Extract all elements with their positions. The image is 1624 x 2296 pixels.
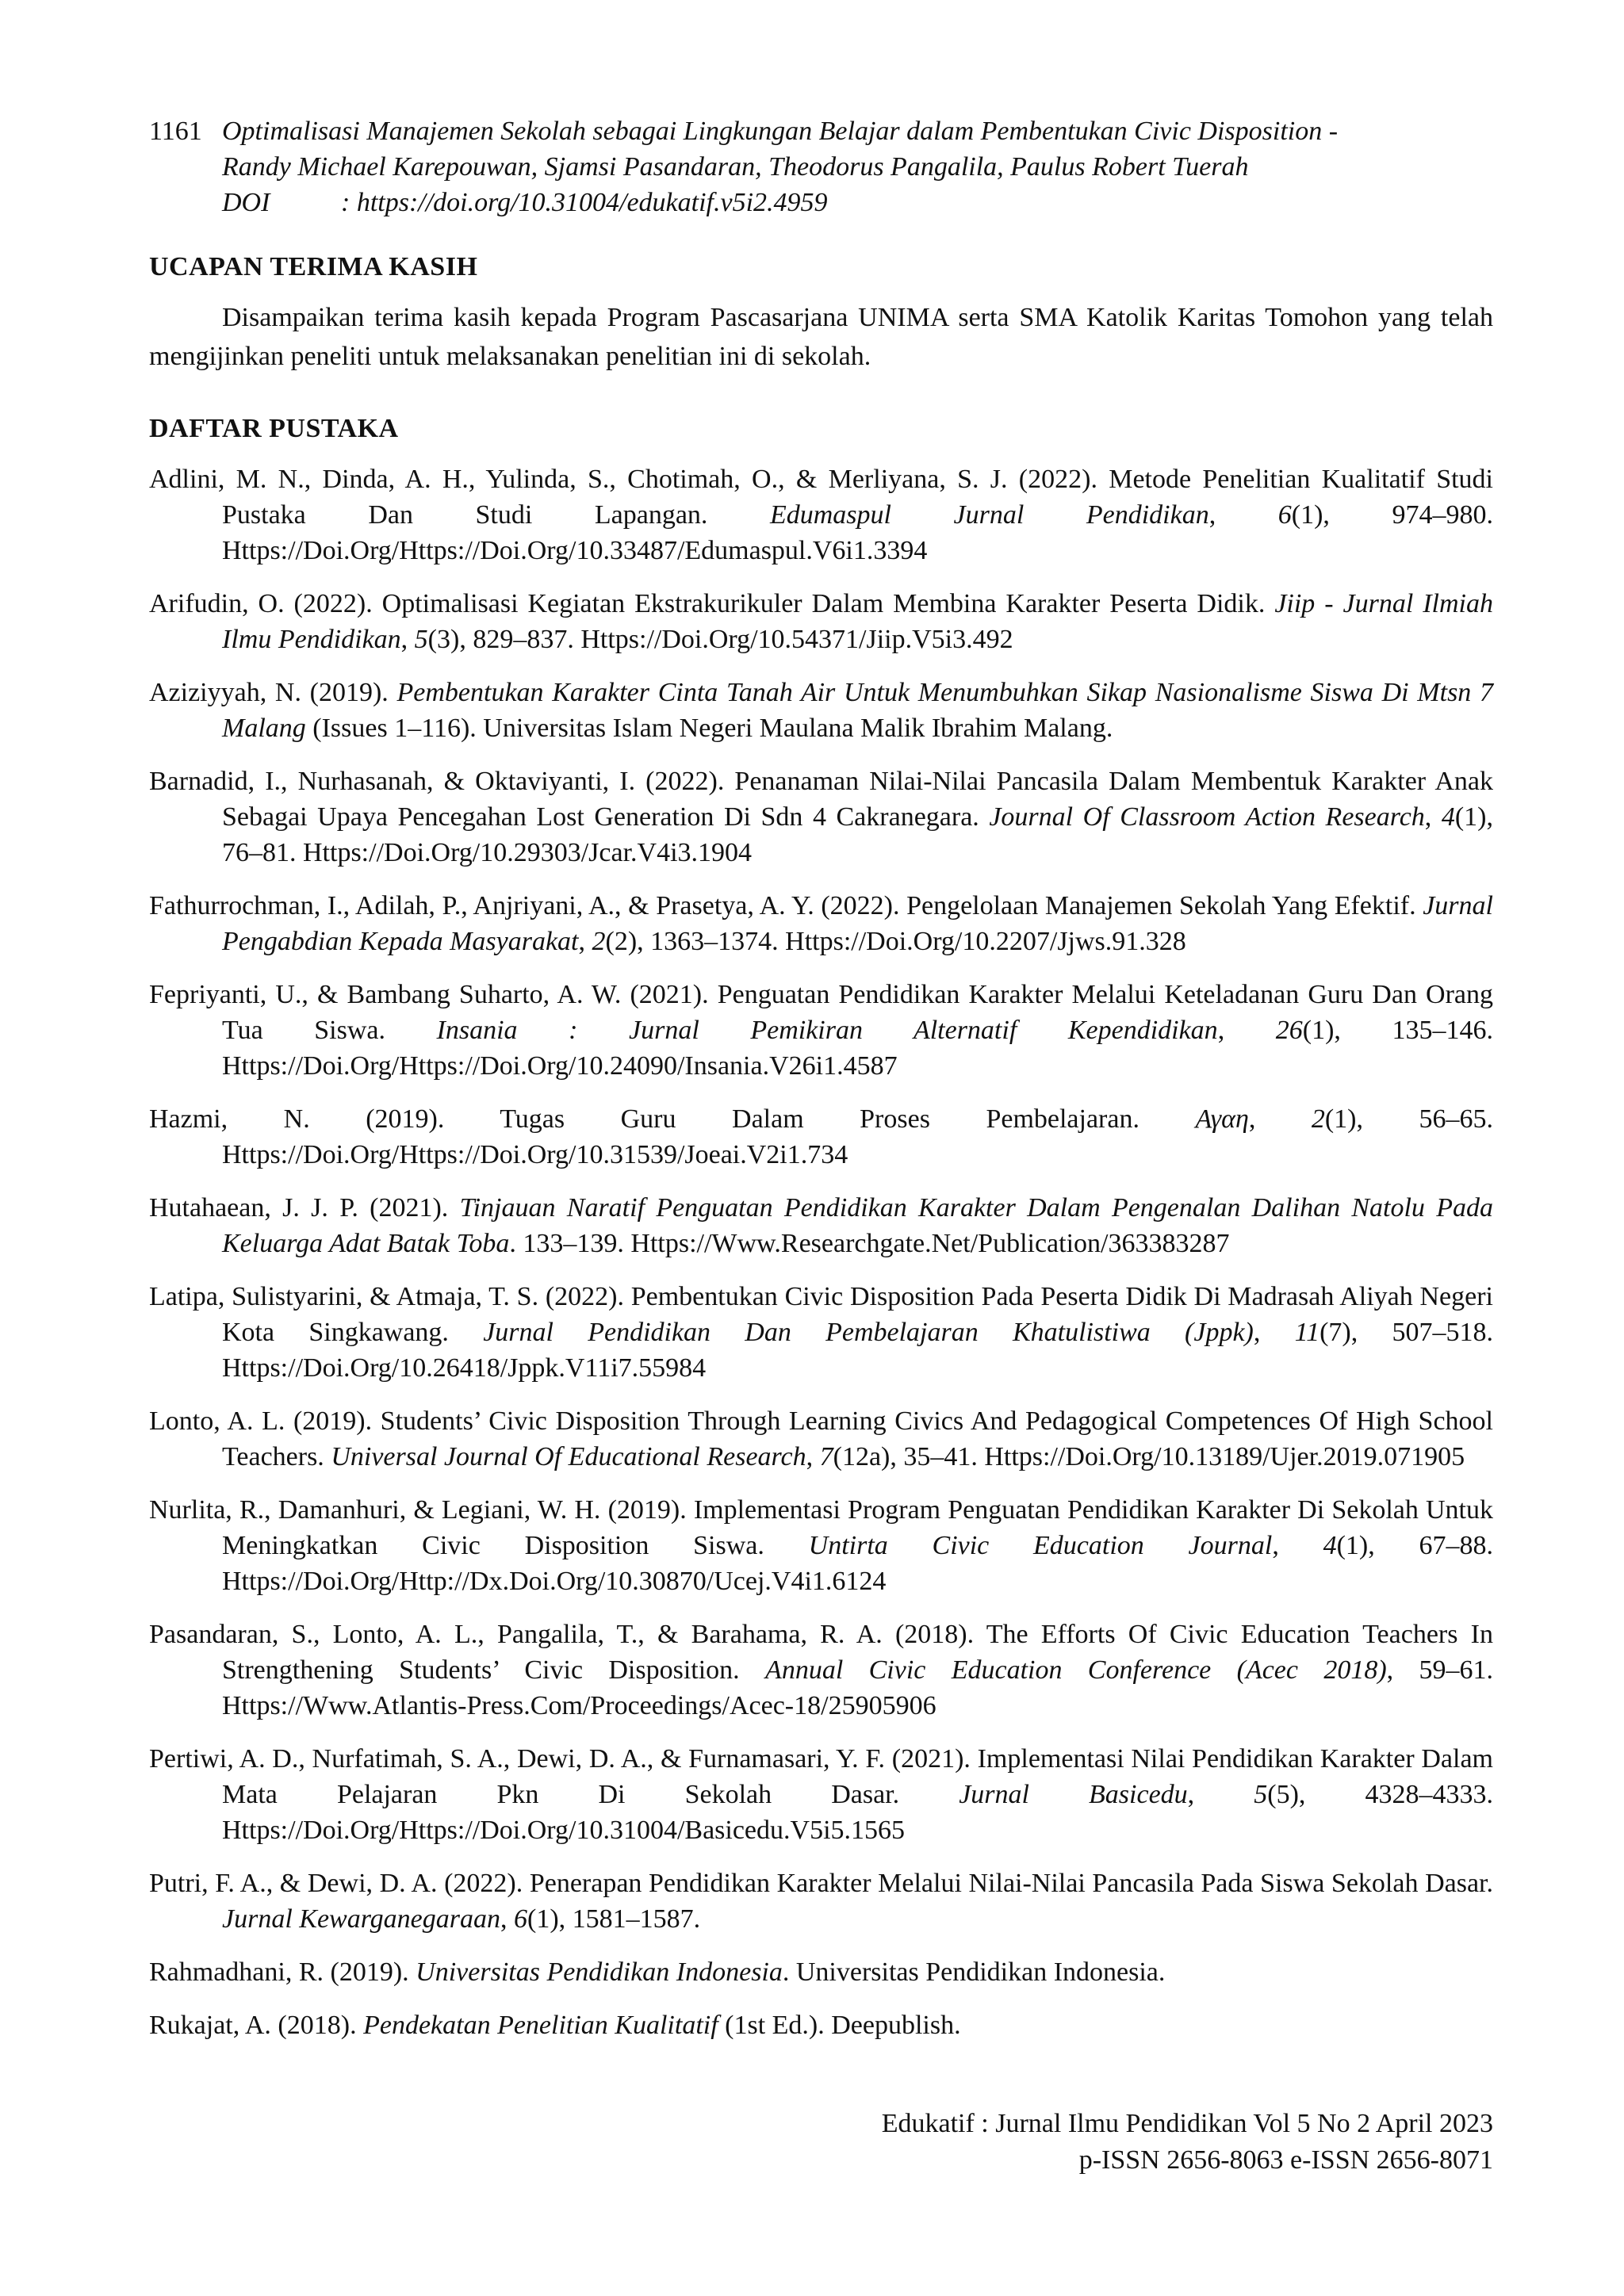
reference-text: Pertiwi, A. D., Nurfatimah, S. A., Dewi, D. A., & Furnamasari, Y. F. (2021). Implementasi Nilai Pendidikan Karakter Dalam Mata Pelajaran Pkn Di Sekolah Dasar. [149, 1744, 1493, 1809]
reference-volume: 2 [592, 927, 606, 956]
reference-source-title: Jurnal Kewarganegaraan [222, 1904, 501, 1934]
reference-volume: 4 [1441, 802, 1455, 832]
reference-text: Putri, F. A., & Dewi, D. A. (2022). Penerapan Pendidikan Karakter Melalui Nilai-Nilai Pancasila Pada Siswa Sekolah Dasar. [149, 1869, 1493, 1898]
reference-entry [149, 586, 1493, 657]
reference-details: (Issues 1–116). Universitas Islam Negeri Maulana Malik Ibrahim Malang. [305, 714, 1113, 743]
reference-entry [149, 888, 1493, 959]
reference-details: , 59–61. Https://Www.Atlantis-Press.Com/Proceedings/Acec-18/25905906 [222, 1655, 1494, 1720]
reference-source-title: Universitas Pendidikan Indonesia [416, 1957, 783, 1987]
acknowledgement-heading: UCAPAN TERIMA KASIH [149, 252, 478, 281]
acknowledgement-paragraph [149, 298, 1493, 376]
reference-details: (5), 4328–4333. Https://Doi.Org/Https://Doi.Org/10.31004/Basicedu.V5i5.1565 [222, 1780, 1493, 1845]
reference-source-title: Jurnal Pengabdian Kepada Masyarakat [222, 891, 1493, 956]
reference-entry [149, 1954, 1493, 1990]
page-number: 1161 [149, 117, 202, 146]
reference-details: . Universitas Pendidikan Indonesia. [782, 1957, 1166, 1987]
reference-text: Rahmadhani, R. (2019). [149, 1957, 416, 1987]
reference-text: Latipa, Sulistyarini, & Atmaja, T. S. (2022). Pembentukan Civic Disposition Pada Peserta Didik Di Madrasah Aliyah Negeri Kota Singkawang. [149, 1282, 1493, 1347]
reference-text: Hazmi, N. (2019). Tugas Guru Dalam Proses Pembelajaran. [149, 1104, 1196, 1134]
reference-details: (2), 1363–1374. Https://Doi.Org/10.2207/Jjws.91.328 [605, 927, 1186, 956]
reference-source-title: Αγαη [1195, 1104, 1249, 1134]
reference-text: Pasandaran, S., Lonto, A. L., Pangalila, T., & Barahama, R. A. (2018). The Efforts Of Civic Education Teachers In Strengthening Students’ Civic Disposition. [149, 1620, 1493, 1685]
reference-text: Nurlita, R., Damanhuri, & Legiani, W. H. (2019). Implementasi Program Penguatan Pendidikan Karakter Di Sekolah Untuk Meningkatkan Civic Disposition Siswa. [149, 1495, 1493, 1560]
reference-separator: , [500, 1904, 515, 1934]
header-authors: Randy Michael Karepouwan, Sjamsi Pasandaran, Theodorus Pangalila, Paulus Robert Tuerah [222, 152, 1249, 182]
reference-entry [149, 1866, 1493, 1937]
reference-details: (3), 829–837. Https://Doi.Org/10.54371/Jiip.V5i3.492 [427, 625, 1013, 654]
header-doi [222, 185, 828, 220]
reference-entry [149, 461, 1493, 568]
reference-entry [149, 675, 1493, 746]
page-footer [882, 2106, 1493, 2179]
reference-text: Barnadid, I., Nurhasanah, & Oktaviyanti, I. (2022). Penanaman Nilai-Nilai Pancasila Dalam Membentuk Karakter Anak Sebagai Upaya Pencegahan Lost Generation Di Sdn 4 Cakranegara. [149, 767, 1493, 832]
reference-text: Arifudin, O. (2022). Optimalisasi Kegiatan Ekstrakurikuler Dalam Membina Karakter Peserta Didik. [149, 589, 1275, 618]
reference-separator: , [1272, 1531, 1323, 1560]
reference-source-title: Universal Journal Of Educational Research [331, 1442, 806, 1471]
acknowledgement-text: Disampaikan terima kasih kepada Program Pascasarjana UNIMA serta SMA Katolik Karitas Tomohon yang telah mengijinkan peneliti untuk melaksanakan penelitian ini di sekolah. [149, 303, 1493, 371]
reference-source-title: Untirta Civic Education Journal [808, 1531, 1273, 1560]
reference-entry [149, 1279, 1493, 1386]
reference-volume: 4 [1323, 1531, 1337, 1560]
reference-volume: 5 [414, 625, 428, 654]
footer-issn: p-ISSN 2656-8063 e-ISSN 2656-8071 [1078, 2145, 1493, 2175]
reference-details: (1), 974–980. Https://Doi.Org/Https://Doi.Org/10.33487/Edumaspul.V6i1.3394 [222, 500, 1493, 565]
reference-separator: , [1208, 500, 1278, 530]
doi-label: DOI [222, 188, 270, 217]
reference-entry [149, 1403, 1493, 1475]
reference-source-title: Journal Of Classroom Action Research [989, 802, 1425, 832]
reference-entry [149, 977, 1493, 1084]
reference-source-title: Edumaspul Jurnal Pendidikan [769, 500, 1209, 530]
reference-volume: 2 [1311, 1104, 1325, 1134]
reference-entry [149, 1617, 1493, 1724]
reference-entry [149, 1190, 1493, 1261]
reference-separator: , [1248, 1104, 1312, 1134]
reference-details: (1), 67–88. Https://Doi.Org/Http://Dx.Doi.Org/10.30870/Ucej.V4i1.6124 [222, 1531, 1493, 1596]
reference-source-title: Tinjauan Naratif Penguatan Pendidikan Karakter Dalam Pengenalan Dalihan Natolu Pada Keluarga Adat Batak Toba [222, 1193, 1493, 1258]
reference-text: Fepriyanti, U., & Bambang Suharto, A. W. (2021). Penguatan Pendidikan Karakter Melalui Keteladanan Guru Dan Orang Tua Siswa. [149, 980, 1493, 1045]
reference-text: Fathurrochman, I., Adilah, P., Anjriyani, A., & Prasetya, A. Y. (2022). Pengelolaan Manajemen Sekolah Yang Efektif. [149, 891, 1423, 920]
references-heading: DAFTAR PUSTAKA [149, 414, 399, 443]
reference-entry [149, 1492, 1493, 1599]
doi-link[interactable]: : https://doi.org/10.31004/edukatif.v5i2.4959 [341, 188, 828, 217]
reference-volume: 5 [1254, 1780, 1268, 1809]
reference-volume: 6 [514, 1904, 528, 1934]
reference-details: (1), 1581–1587. [527, 1904, 701, 1934]
reference-entry [149, 1101, 1493, 1173]
reference-source-title: Insania : Jurnal Pemikiran Alternatif Kependidikan [436, 1016, 1218, 1045]
reference-volume: 26 [1275, 1016, 1303, 1045]
reference-details: (7), 507–518. Https://Doi.Org/10.26418/Jppk.V11i7.55984 [222, 1318, 1494, 1383]
reference-separator: , [578, 927, 592, 956]
reference-volume: 7 [819, 1442, 833, 1471]
reference-text: Rukajat, A. (2018). [149, 2011, 364, 2040]
reference-text: Hutahaean, J. J. P. (2021). [149, 1193, 460, 1223]
reference-details: (12a), 35–41. Https://Doi.Org/10.13189/Ujer.2019.071905 [833, 1442, 1465, 1471]
reference-details: (1), 56–65. Https://Doi.Org/Https://Doi.Org/10.31539/Joeai.V2i1.734 [222, 1104, 1494, 1169]
reference-separator: , [806, 1442, 820, 1471]
header-article-title: Optimalisasi Manajemen Sekolah sebagai Lingkungan Belajar dalam Pembentukan Civic Disposition - [222, 117, 1339, 146]
reference-details: (1), 135–146. Https://Doi.Org/Https://Doi.Org/10.24090/Insania.V26i1.4587 [222, 1016, 1493, 1081]
reference-details: . 133–139. Https://Www.Researchgate.Net/Publication/363383287 [509, 1229, 1230, 1258]
reference-source-title: Annual Civic Education Conference (Acec 2018) [765, 1655, 1387, 1685]
reference-separator: , [1253, 1318, 1295, 1347]
reference-separator: , [1217, 1016, 1276, 1045]
reference-volume: 11 [1294, 1318, 1320, 1347]
reference-entry [149, 763, 1493, 871]
reference-source-title: Jurnal Basicedu [959, 1780, 1188, 1809]
reference-source-title: Pendekatan Penelitian Kualitatif [363, 2011, 718, 2040]
reference-entry [149, 2007, 1493, 2043]
reference-entry [149, 1741, 1493, 1848]
reference-text: Aziziyyah, N. (2019). [149, 678, 397, 707]
reference-volume: 6 [1277, 500, 1292, 530]
reference-text: Adlini, M. N., Dinda, A. H., Yulinda, S., Chotimah, O., & Merliyana, S. J. (2022). Metode Penelitian Kualitatif Studi Pustaka Dan Studi Lapangan. [149, 465, 1493, 530]
reference-text: Lonto, A. L. (2019). Students’ Civic Disposition Through Learning Civics And Pedagogical Competences Of High School Teachers. [149, 1406, 1493, 1471]
reference-source-title: Jiip - Jurnal Ilmiah Ilmu Pendidikan [222, 589, 1494, 654]
reference-separator: , [400, 625, 415, 654]
reference-details: (1), 76–81. Https://Doi.Org/10.29303/Jcar.V4i3.1904 [222, 802, 1494, 867]
reference-list [149, 461, 1493, 2061]
reference-separator: , [1187, 1780, 1254, 1809]
reference-source-title: Pembentukan Karakter Cinta Tanah Air Untuk Menumbuhkan Sikap Nasionalisme Siswa Di Mtsn 7 Malang [222, 678, 1493, 743]
reference-separator: , [1424, 802, 1442, 832]
reference-source-title: Jurnal Pendidikan Dan Pembelajaran Khatulistiwa (Jppk) [483, 1318, 1254, 1347]
footer-journal-info: Edukatif : Jurnal Ilmu Pendidikan Vol 5 No 2 April 2023 [881, 2109, 1493, 2138]
reference-details: (1st Ed.). Deepublish. [718, 2011, 961, 2040]
